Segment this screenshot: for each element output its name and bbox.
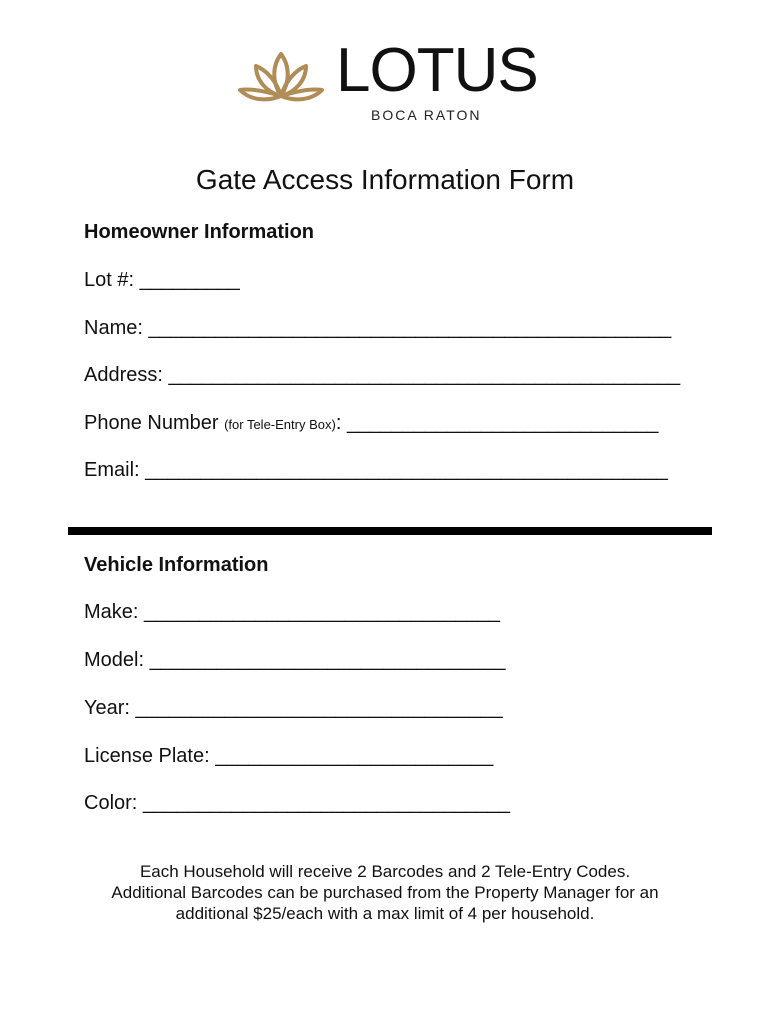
note-line-1: Each Household will receive 2 Barcodes and 2 Tele-Entry Codes. [139, 862, 631, 881]
note-line-2: Additional Barcodes can be purchased from the Property Manager for an [111, 883, 659, 902]
homeowner-heading: Homeowner Information [84, 221, 315, 243]
lot-field: Lot #: _________ [84, 269, 240, 291]
phone-line: : ____________________________ [335, 412, 659, 434]
logo-subtitle: BOCA RATON [371, 107, 482, 123]
make-field: Make: ________________________________ [84, 601, 500, 623]
vehicle-heading: Vehicle Information [84, 554, 269, 576]
logo-wordmark: LOTUS [336, 36, 538, 105]
phone-field [84, 411, 658, 437]
phone-note: (for Tele-Entry Box) [224, 417, 336, 432]
form-title: Gate Access Information Form [195, 164, 575, 195]
license-plate-field: License Plate: _________________________ [84, 745, 494, 767]
section-divider [68, 527, 712, 535]
email-field: Email: _______________________________________________ [84, 459, 668, 481]
phone-label: Phone Number [84, 412, 225, 434]
year-field: Year: _________________________________ [84, 697, 503, 719]
note-line-3: additional $25/each with a max limit of 4 per household. [175, 904, 595, 923]
name-field: Name: _______________________________________________ [84, 317, 672, 339]
barcode-note [60, 861, 710, 924]
lotus-flower-icon [238, 50, 324, 110]
lotus-logo [238, 36, 538, 126]
model-field: Model: ________________________________ [84, 649, 506, 671]
color-field: Color: _________________________________ [84, 792, 510, 814]
address-field: Address: ______________________________________________ [84, 364, 681, 386]
